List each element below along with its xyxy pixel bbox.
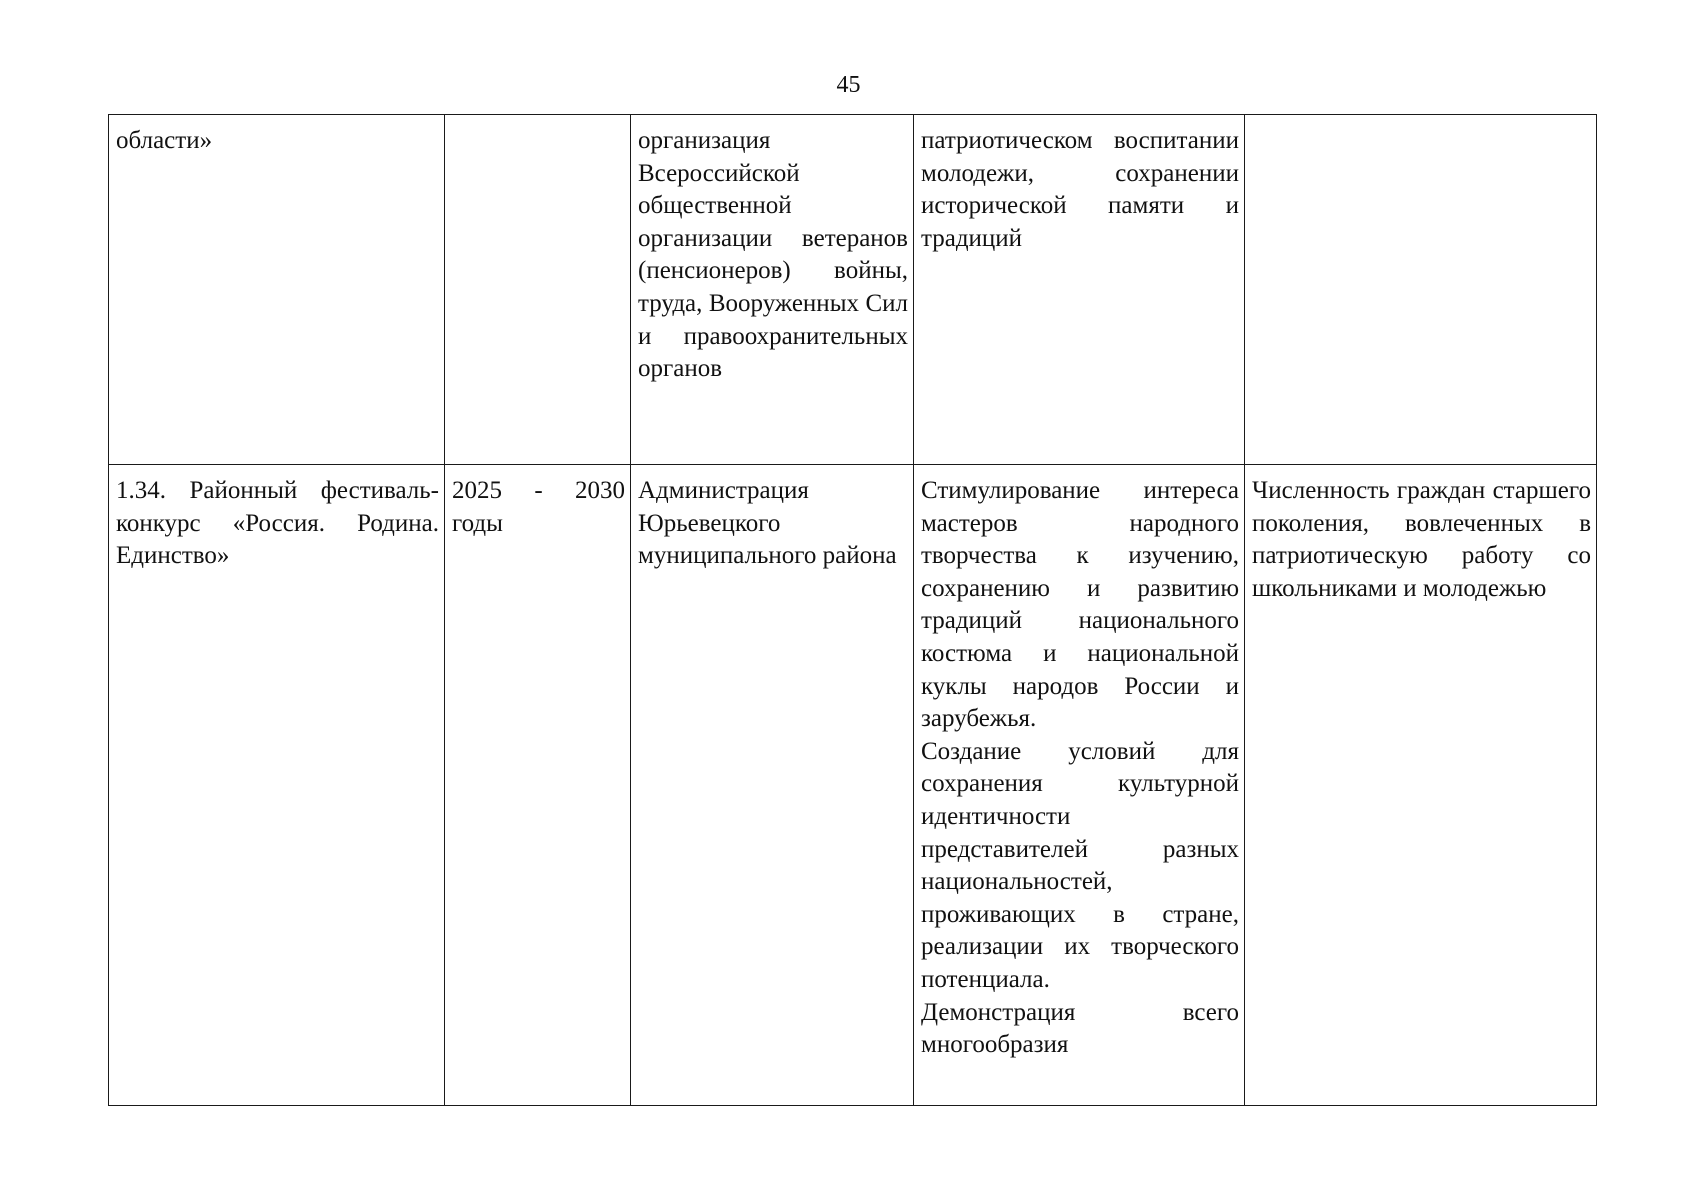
- goal-paragraph: Стимулирование интереса мастеров народного творчества к изучению, сохранению и развитию традиций национального костюма и национальной куклы народов России и зарубежья.: [921, 477, 1239, 733]
- measures-table: [108, 114, 1597, 1106]
- executor-cell: Администрация Юрьевецкого муниципального района: [631, 465, 914, 1106]
- goal-paragraph: Создание условий для сохранения культурной идентичности представителей разных национальностей, проживающих в стране, реализации их творческого потенциала.: [921, 737, 1239, 993]
- period-cell: 2025 - 2030 годы: [445, 465, 631, 1106]
- indicator-cell: Численность граждан старшего поколения, вовлеченных в патриотическую работу со школьниками и молодежью: [1245, 465, 1597, 1106]
- period-cell: [445, 115, 631, 465]
- goal-paragraph: Демонстрация всего многообразия: [921, 998, 1239, 1059]
- table-row: [109, 115, 1597, 465]
- event-name-cell: 1.34. Районный фестиваль-конкурс «Россия. Родина. Единство»: [109, 465, 445, 1106]
- goal-cell: патриотическом воспитании молодежи, сохранении исторической памяти и традиций: [914, 115, 1245, 465]
- goal-cell: [914, 465, 1245, 1106]
- executor-cell: организация Всероссийской общественной организации ветеранов (пенсионеров) войны, труда, Вооруженных Сил и правоохранительных органов: [631, 115, 914, 465]
- table-row: [109, 465, 1597, 1106]
- page-number: 45: [836, 72, 861, 98]
- event-name-cell: области»: [109, 115, 445, 465]
- indicator-cell: [1245, 115, 1597, 465]
